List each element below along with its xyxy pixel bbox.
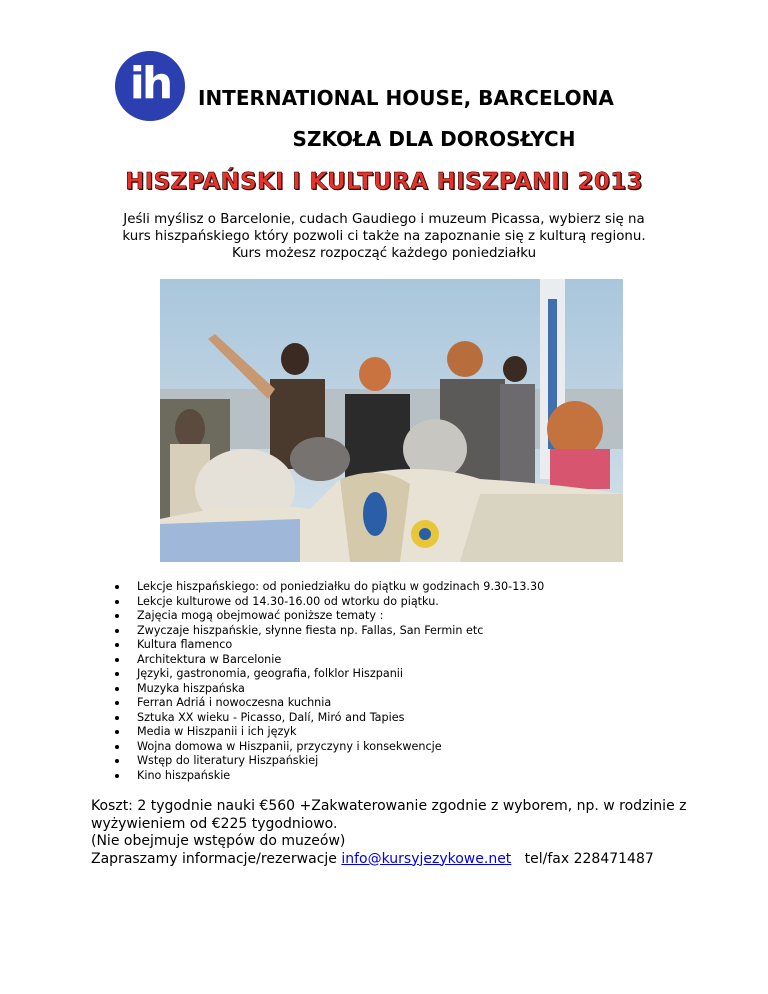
school-title: INTERNATIONAL HOUSE, BARCELONA [198,86,614,110]
list-item: Muzyka hiszpańska [112,682,544,697]
topics-list [112,580,544,783]
list-item: Języki, gastronomia, geografia, folklor Hiszpanii [112,667,544,682]
school-subtitle: SZKOŁA DLA DOROSŁYCH [292,127,576,151]
cost-line: wyżywieniem od €225 tygodniowo. [91,815,338,832]
intro-paragraph [0,211,768,262]
ih-logo [115,51,185,121]
course-headline: HISZPAŃSKI I KULTURA HISZPANII 2013 [125,169,643,195]
cost-note: (Nie obejmuje wstępów do muzeów) [91,833,346,849]
list-item: Media w Hiszpanii i ich język [112,725,544,740]
list-item: Wojna domowa w Hiszpanii, przyczyny i konsekwencje [112,740,544,755]
intro-line: Jeśli myślisz o Barcelonie, cudach Gaudiego i muzeum Picassa, wybierz się na [123,212,645,227]
list-item: Zajęcia mogą obejmować poniższe tematy : [112,609,544,624]
list-item: Kino hiszpańskie [112,769,544,784]
park-guell-photo [160,279,623,562]
list-item: Lekcje kulturowe od 14.30-16.00 od wtorku do piątku. [112,595,544,610]
logo-text: ih [129,58,171,109]
list-item: Zwyczaje hiszpańskie, słynne fiesta np. Fallas, San Fermin etc [112,624,544,639]
phone-text: tel/fax 228471487 [511,850,654,867]
list-item: Kultura flamenco [112,638,544,653]
contact-line [91,851,686,869]
list-item: Ferran Adriá i nowoczesna kuchnia [112,696,544,711]
list-item: Wstęp do literatury Hiszpańskiej [112,754,544,769]
list-item: Lekcje hiszpańskiego: od poniedziałku do piątku w godzinach 9.30-13.30 [112,580,544,595]
cost-line: Koszt: 2 tygodnie nauki €560 +Zakwaterowanie zgodnie z wyborem, np. w rodzinie z [91,798,687,814]
intro-line: Kurs możesz rozpocząć każdego poniedziałku [231,246,537,261]
cost-section [91,798,686,868]
contact-prefix: Zapraszamy informacje/rezerwacje [91,850,342,867]
list-item: Sztuka XX wieku - Picasso, Dalí, Miró and Tapies [112,711,544,726]
email-link[interactable]: info@kursyjezykowe.net [341,850,512,867]
list-item: Architektura w Barcelonie [112,653,544,668]
intro-line: kurs hiszpańskiego który pozwoli ci także na zapoznanie się z kulturą regionu. [122,229,646,244]
